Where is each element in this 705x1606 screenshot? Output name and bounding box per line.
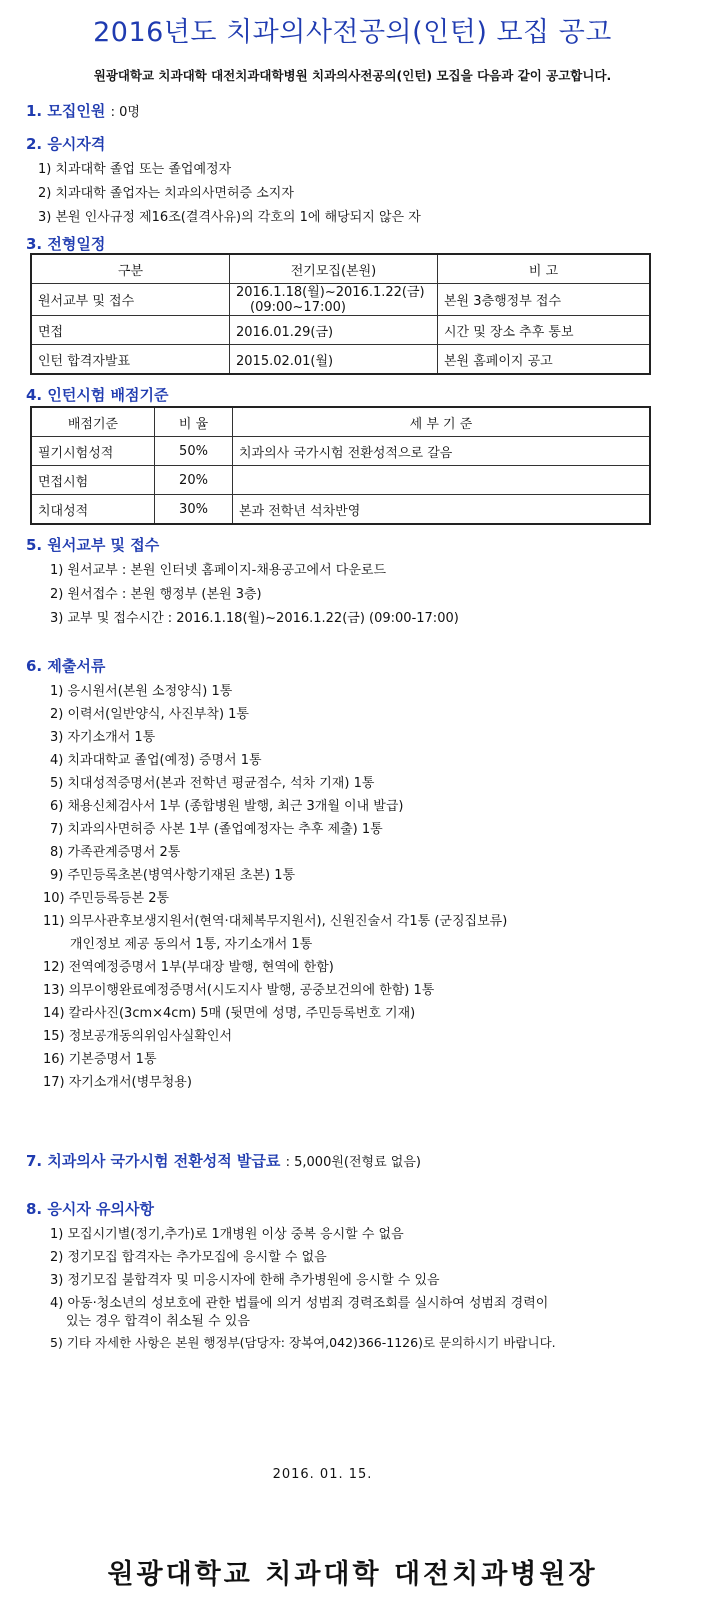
document-item: 10) 주민등록등본 2통 bbox=[43, 891, 170, 906]
section-8-heading: 8. 응시자 유의사항 bbox=[26, 1200, 155, 1218]
document-item: 11) 의무사관후보생지원서(현역·대체복무지원서), 신원진술서 각1통 (군징집보류) bbox=[43, 914, 508, 929]
section-2-heading: 2. 응시자격 bbox=[26, 135, 106, 153]
document-item: 3) 자기소개서 1통 bbox=[50, 730, 156, 745]
notice-item: 3) 정기모집 불합격자 및 미응시자에 한해 추가병원에 응시할 수 있음 bbox=[50, 1273, 440, 1288]
document-item: 개인정보 제공 동의서 1통, 자기소개서 1통 bbox=[70, 937, 313, 952]
section-7-heading bbox=[26, 1150, 421, 1171]
qualification-item: 3) 본원 인사규정 제16조(결격사유)의 각호의 1에 해당되지 않은 자 bbox=[38, 210, 421, 225]
issuer-signature: 원광대학교 치과대학 대전치과병원장 bbox=[107, 1559, 598, 1590]
table-cell: 본과 전학년 석차반영 bbox=[233, 495, 650, 524]
table-cell: 30% bbox=[155, 495, 233, 524]
document-item: 9) 주민등록초본(병역사항기재된 초본) 1통 bbox=[50, 868, 296, 883]
notice-date: 2016. 01. 15. bbox=[272, 1467, 373, 1482]
table-cell: 50% bbox=[155, 437, 233, 466]
document-item: 8) 가족관계증명서 2통 bbox=[50, 845, 181, 860]
recruit-count: : 0명 bbox=[110, 105, 140, 120]
scoring-table bbox=[31, 407, 650, 524]
table-cell: 인턴 합격자발표 bbox=[32, 345, 230, 374]
schedule-table bbox=[31, 254, 650, 374]
table-header: 비 율 bbox=[155, 408, 233, 437]
cell-line: (09:00~17:00) bbox=[250, 299, 346, 315]
table-row bbox=[32, 437, 650, 466]
document-item: 4) 치과대학교 졸업(예정) 증명서 1통 bbox=[50, 753, 262, 768]
document-item: 14) 칼라사진(3cm×4cm) 5매 (뒷면에 성명, 주민등록번호 기재) bbox=[43, 1006, 416, 1021]
section-1-title: 1. 모집인원 bbox=[26, 102, 106, 120]
table-row bbox=[32, 284, 650, 316]
section-4-heading: 4. 인턴시험 배점기준 bbox=[26, 386, 169, 404]
notice-item: 2) 정기모집 합격자는 추가모집에 응시할 수 없음 bbox=[50, 1250, 327, 1265]
table-row bbox=[32, 495, 650, 524]
document-item: 16) 기본증명서 1통 bbox=[43, 1052, 157, 1067]
section-6-heading: 6. 제출서류 bbox=[26, 657, 106, 675]
document-item: 12) 전역예정증명서 1부(부대장 발행, 현역에 한함) bbox=[43, 960, 334, 975]
document-item: 2) 이력서(일반양식, 사진부착) 1통 bbox=[50, 707, 249, 722]
table-row bbox=[32, 466, 650, 495]
notice-item: 4) 아동·청소년의 성보호에 관한 법률에 의거 성범죄 경력조회를 실시하여 성범죄 경력이 bbox=[50, 1296, 549, 1311]
table-cell bbox=[233, 466, 650, 495]
table-header: 구분 bbox=[32, 255, 230, 284]
table-cell: 본원 홈페이지 공고 bbox=[438, 345, 650, 374]
application-item: 1) 원서교부 : 본원 인터넷 홈페이지-채용공고에서 다운로드 bbox=[50, 563, 387, 578]
document-item: 5) 치대성적증명서(본과 전학년 평균점수, 석차 기재) 1통 bbox=[50, 776, 375, 791]
table-header-row bbox=[32, 408, 650, 437]
table-header: 전기모집(본원) bbox=[230, 255, 438, 284]
table-cell: 면접시험 bbox=[32, 466, 155, 495]
table-cell: 2015.02.01(월) bbox=[230, 345, 438, 374]
document-item: 7) 치과의사면허증 사본 1부 (졸업예정자는 추후 제출) 1통 bbox=[50, 822, 383, 837]
table-cell bbox=[230, 284, 438, 316]
section-7-title: 7. 치과의사 국가시험 전환성적 발급료 bbox=[26, 1152, 281, 1170]
table-cell: 치과의사 국가시험 전환성적으로 갈음 bbox=[233, 437, 650, 466]
table-cell: 2016.01.29(금) bbox=[230, 316, 438, 345]
notice-item: 1) 모집시기별(정기,추가)로 1개병원 이상 중복 응시할 수 없음 bbox=[50, 1227, 404, 1242]
table-cell: 20% bbox=[155, 466, 233, 495]
qualification-item: 2) 치과대학 졸업자는 치과의사면허증 소지자 bbox=[38, 186, 294, 201]
cell-line: 2016.1.18(월)~2016.1.22(금) bbox=[236, 284, 425, 300]
table-cell: 시간 및 장소 추후 통보 bbox=[438, 316, 650, 345]
application-item: 3) 교부 및 접수시간 : 2016.1.18(월)~2016.1.22(금) (09:00-17:00) bbox=[50, 611, 459, 626]
page-title: 2016년도 치과의사전공의(인턴) 모집 공고 bbox=[93, 17, 612, 48]
table-header: 배점기준 bbox=[32, 408, 155, 437]
section-1-heading bbox=[26, 100, 140, 121]
intro-text: 원광대학교 치과대학 대전치과대학병원 치과의사전공의(인턴) 모집을 다음과 같이 공고합니다. bbox=[93, 68, 612, 83]
table-row bbox=[32, 345, 650, 374]
document-item: 15) 정보공개동의위임사실확인서 bbox=[43, 1029, 233, 1044]
section-3-heading: 3. 전형일정 bbox=[26, 235, 106, 253]
table-header: 세 부 기 준 bbox=[233, 408, 650, 437]
document-item: 6) 채용신체검사서 1부 (종합병원 발행, 최근 3개월 이내 발급) bbox=[50, 799, 404, 814]
fee-text: : 5,000원(전형료 없음) bbox=[285, 1155, 421, 1170]
notice-item: 있는 경우 합격이 취소될 수 있음 bbox=[66, 1314, 250, 1329]
notice-item: 5) 기타 자세한 사항은 본원 행정부(담당자: 장복여,042)366-1126)로 문의하시기 바랍니다. bbox=[50, 1335, 556, 1350]
table-cell: 면접 bbox=[32, 316, 230, 345]
table-cell: 원서교부 및 접수 bbox=[32, 284, 230, 316]
document-item: 1) 응시원서(본원 소정양식) 1통 bbox=[50, 684, 233, 699]
document-item: 17) 자기소개서(병무청용) bbox=[43, 1075, 192, 1090]
table-row bbox=[32, 316, 650, 345]
table-cell: 치대성적 bbox=[32, 495, 155, 524]
section-5-heading: 5. 원서교부 및 접수 bbox=[26, 536, 160, 554]
document-item: 13) 의무이행완료예정증명서(시도지사 발행, 공중보건의에 한함) 1통 bbox=[43, 983, 435, 998]
table-cell: 필기시험성적 bbox=[32, 437, 155, 466]
qualification-item: 1) 치과대학 졸업 또는 졸업예정자 bbox=[38, 162, 232, 177]
table-header-row bbox=[32, 255, 650, 284]
table-cell: 본원 3층행정부 접수 bbox=[438, 284, 650, 316]
table-header: 비 고 bbox=[438, 255, 650, 284]
application-item: 2) 원서접수 : 본원 행정부 (본원 3층) bbox=[50, 587, 262, 602]
